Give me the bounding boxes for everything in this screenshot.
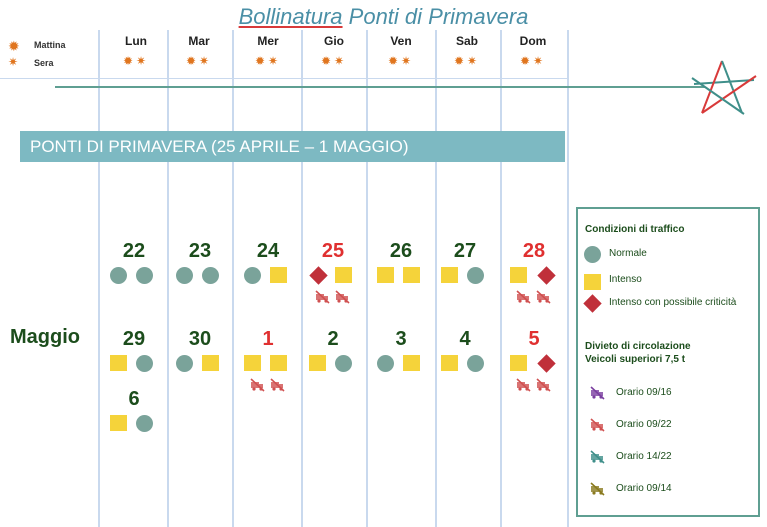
legend-ban-title: Divieto di circolazione (585, 341, 691, 352)
title-rest: Ponti di Primavera (342, 4, 529, 29)
traffic-intenso-symbol (270, 267, 287, 283)
truck-ban-icon (536, 378, 551, 392)
day-header-gio: Gio (324, 34, 344, 48)
day-number: 6 (128, 388, 140, 410)
sun-evening-icon: ✷ (8, 55, 19, 69)
truck-ban-icon (270, 378, 285, 392)
day-number: 4 (459, 328, 471, 350)
sun-icon: ✹✷ (453, 54, 481, 68)
column-divider (301, 30, 303, 527)
truck-ban-icon (590, 450, 605, 464)
truck-ban-icon (250, 378, 265, 392)
traffic-intenso-symbol (403, 267, 420, 283)
green-rule (55, 86, 705, 88)
truck-ban-icon (335, 290, 350, 304)
title-underlined: Bollinatura (238, 4, 343, 29)
column-divider (435, 30, 437, 527)
traffic-intenso-symbol (441, 267, 458, 283)
traffic-normale-symbol (136, 415, 153, 432)
column-divider (567, 30, 569, 527)
traffic-intenso-symbol (110, 415, 127, 431)
day-header-mar: Mar (188, 34, 210, 48)
traffic-normale-symbol (377, 355, 394, 372)
truck-ban-icon (315, 290, 330, 304)
truck-ban-icon (516, 378, 531, 392)
truck-ban-icon (536, 290, 551, 304)
legend-critical-label: Intenso con possibile criticità (609, 297, 737, 308)
traffic-intenso-symbol (335, 267, 352, 283)
day-header-lun: Lun (125, 34, 147, 48)
traffic-normale-symbol (136, 267, 153, 284)
legend-intense-label: Intenso (609, 274, 642, 285)
traffic-intenso-symbol (244, 355, 261, 371)
day-header-ven: Ven (390, 34, 412, 48)
legend-intense-symbol (584, 274, 601, 290)
column-divider (98, 30, 100, 527)
ban-legend-label: Orario 09/14 (616, 483, 672, 494)
day-number: 26 (389, 240, 413, 262)
ban-legend-label: Orario 09/22 (616, 419, 672, 430)
day-number: 30 (188, 328, 212, 350)
traffic-critico-symbol (309, 266, 327, 284)
ban-legend-label: Orario 14/22 (616, 451, 672, 462)
column-divider (500, 30, 502, 527)
traffic-intenso-symbol (270, 355, 287, 371)
traffic-critico-symbol (537, 354, 555, 372)
traffic-intenso-symbol (309, 355, 326, 371)
column-divider (167, 30, 169, 527)
traffic-intenso-symbol (377, 267, 394, 283)
day-number: 28 (522, 240, 546, 262)
truck-ban-icon (516, 290, 531, 304)
morning-label: Mattina (34, 40, 66, 50)
traffic-normale-symbol (176, 267, 193, 284)
sun-icon: ✹✷ (122, 54, 150, 68)
page-title (0, 4, 767, 30)
day-header-mer: Mer (257, 34, 279, 48)
day-number: 24 (256, 240, 280, 262)
traffic-critico-symbol (537, 266, 555, 284)
sun-icon: ✹✷ (387, 54, 415, 68)
traffic-normale-symbol (467, 267, 484, 284)
day-number: 2 (327, 328, 339, 350)
sun-icon: ✹✷ (320, 54, 348, 68)
legend-normal-symbol (584, 246, 601, 263)
column-divider (232, 30, 234, 527)
day-header-sab: Sab (455, 34, 478, 48)
day-number: 1 (262, 328, 274, 350)
sun-icon: ✹✷ (185, 54, 213, 68)
period-banner: PONTI DI PRIMAVERA (25 APRILE – 1 MAGGIO) (20, 131, 565, 162)
day-number: 22 (122, 240, 146, 262)
traffic-normale-symbol (244, 267, 261, 284)
traffic-normale-symbol (202, 267, 219, 284)
sun-icon: ✹✷ (254, 54, 282, 68)
sun-morning-icon: ✹ (8, 38, 20, 54)
traffic-intenso-symbol (202, 355, 219, 371)
ban-legend-label: Orario 09/16 (616, 387, 672, 398)
legend-ban-subtitle: Veicoli superiori 7,5 t (585, 354, 686, 365)
header-divider (0, 78, 568, 79)
traffic-intenso-symbol (110, 355, 127, 371)
day-number: 29 (122, 328, 146, 350)
column-divider (366, 30, 368, 527)
traffic-intenso-symbol (403, 355, 420, 371)
legend-traffic-title: Condizioni di traffico (585, 224, 685, 235)
sun-icon: ✹✷ (519, 54, 547, 68)
traffic-normale-symbol (136, 355, 153, 372)
day-number: 23 (188, 240, 212, 262)
month-label: Maggio (10, 326, 80, 348)
traffic-intenso-symbol (441, 355, 458, 371)
traffic-normale-symbol (467, 355, 484, 372)
legend-normal-label: Normale (609, 248, 647, 259)
truck-ban-icon (590, 482, 605, 496)
traffic-intenso-symbol (510, 355, 527, 371)
evening-label: Sera (34, 58, 54, 68)
day-number: 3 (395, 328, 407, 350)
traffic-intenso-symbol (510, 267, 527, 283)
truck-ban-icon (590, 386, 605, 400)
day-header-dom: Dom (519, 34, 547, 48)
truck-ban-icon (590, 418, 605, 432)
traffic-normale-symbol (335, 355, 352, 372)
day-number: 5 (528, 328, 540, 350)
day-number: 25 (321, 240, 345, 262)
day-number: 27 (453, 240, 477, 262)
traffic-normale-symbol (110, 267, 127, 284)
star-logo-icon (684, 58, 764, 118)
traffic-normale-symbol (176, 355, 193, 372)
